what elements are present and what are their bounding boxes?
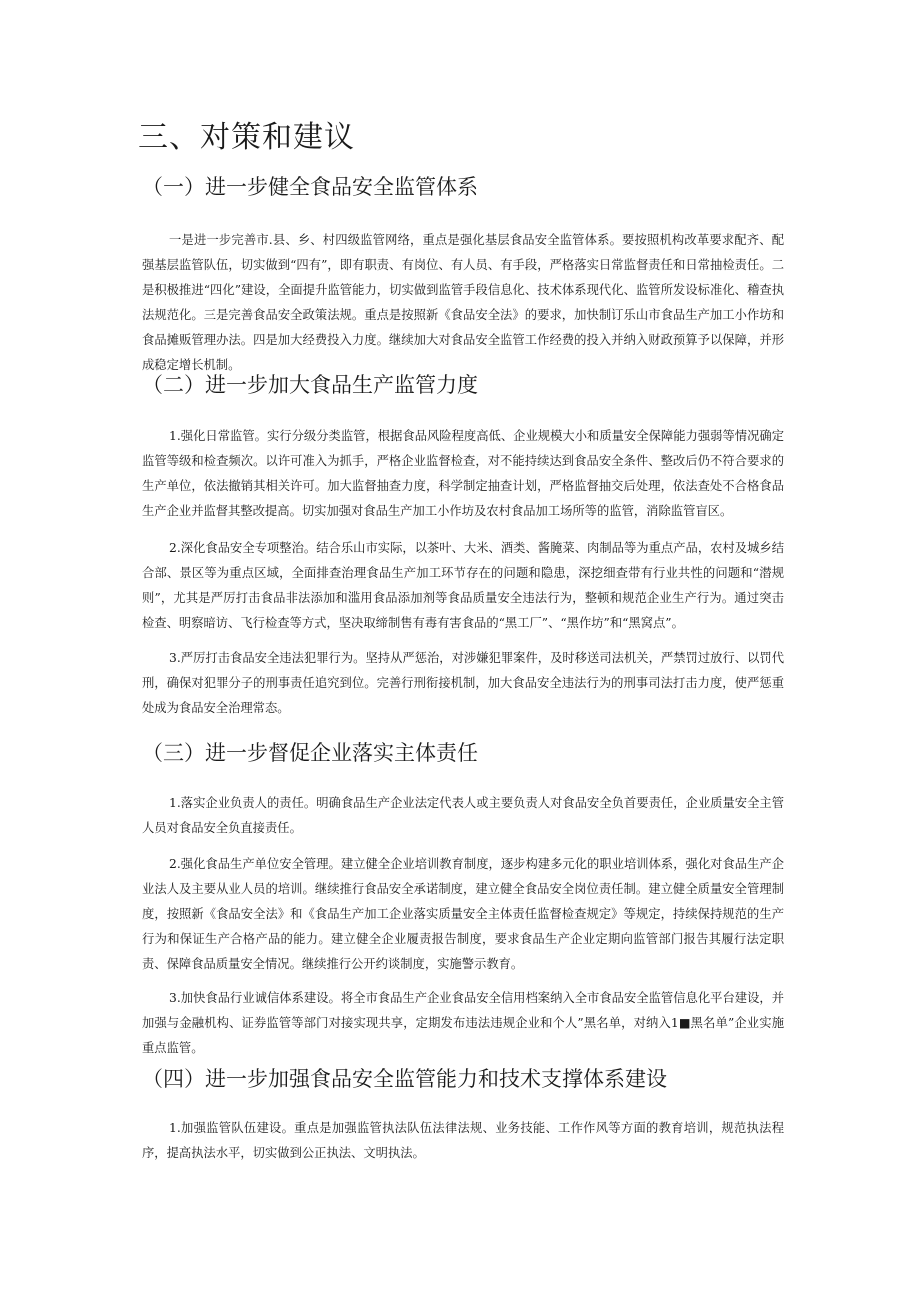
subsection-heading-3: （三）进一步督促企业落实主体责任 <box>142 741 478 765</box>
subsection-heading-1: （一）进一步健全食品安全监管体系 <box>142 175 478 199</box>
section-title: 三、对策和建议 <box>138 120 355 155</box>
paragraph-3-1: 1.落实企业负责人的责任。明确食品生产企业法定代表人或主要负责人对食品安全负首要责任，企业质量安全主管人员对食品安全负直接责任。 <box>142 796 784 835</box>
paragraph-3-2: 2.强化食品生产单位安全管理。建立健全企业培训教育制度，逐步构建多元化的职业培训体系，强化对食品生产企业法人及主要从业人员的培训。继续推行食品安全承诺制度，建立健全食品安全岗位责任制。建立健全质量安全管理制度，按照新《食品安全法》和《食品生产加工企业落实质量安全主体责任监督检查规定》等规定，持续保持规范的生产行为和保证生产合格产品的能力。建立健全企业履责报告制度，要求食品生产企业定期向监管部门报告其履行法定职责、保障食品质量安全情况。继续推行公开约谈制度，实施警示教育。 <box>142 857 784 971</box>
paragraph-1-1: 一是进一步完善市.县、乡、村四级监管网络，重点是强化基层食品安全监管体系。要按照机构改革要求配齐、配强基层监管队伍，切实做到“四有”，即有职责、有岗位、有人员、有手段，严格落实日常监督责任和日常抽检责任。二是积极推进“四化”建设，全面提升监管能力，切实做到监管手段信息化、技术体系现代化、监管所发设标准化、稽查执法规范化。三是完善食品安全政策法规。重点是按照新《食品安全法》的要求，加快制订乐山市食品生产加工小作坊和食品摊贩管理办法。四是加大经费投入力度。继续加大对食品安全监管工作经费的投入并纳入财政预算予以保障，并形成稳定增长机制。 <box>142 233 784 372</box>
subsection-heading-4: （四）进一步加强食品安全监管能力和技术支撑体系建设 <box>142 1067 667 1091</box>
paragraph-2-1: 1.强化日常监管。实行分级分类监管，根据食品风险程度高低、企业规模大小和质量安全保障能力强弱等情况确定监管等级和检查频次。以许可准入为抓手，严格企业监督检查，对不能持续达到食品安全条件、整改后仍不符合要求的生产单位，依法撤销其相关许可。加大监督抽查力度，科学制定抽查计划，严格监督抽交后处理，依法查处不合格食品生产企业并监督其整改提高。切实加强对食品生产加工小作坊及农村食品加工场所等的监管，消除监管盲区。 <box>142 429 784 518</box>
paragraph-2-2: 2.深化食品安全专项整治。结合乐山市实际，以茶叶、大米、酒类、酱腌菜、肉制品等为重点产品，农村及城乡结合部、景区等为重点区域，全面排查治理食品生产加工环节存在的问题和隐患，深挖细查带有行业共性的问题和“潜规则”，尤其是严厉打击食品非法添加和滥用食品添加剂等食品质量安全违法行为，整顿和规范企业生产行为。通过突击检查、明察暗访、飞行检查等方式，坚决取缔制售有毒有害食品的“黑工厂”、“黑作坊”和“黑窝点”。 <box>142 541 784 630</box>
paragraph-3-3: 3.加快食品行业诚信体系建设。将全市食品生产企业食品安全信用档案纳入全市食品安全监管信息化平台建设，并加强与金融机构、证券监管等部门对接实现共享，定期发布违法违规企业和个人”黑名单，对纳入1■黑名单”企业实施重点监管。 <box>142 991 784 1055</box>
subsection-heading-2: （二）进一步加大食品生产监管力度 <box>142 373 478 397</box>
paragraph-2-3: 3.严厉打击食品安全违法犯罪行为。坚持从严惩治，对涉嫌犯罪案件，及时移送司法机关，严禁罚过放行、以罚代刑，确保对犯罪分子的刑事责任追究到位。完善行刑衔接机制，加大食品安全违法行为的刑事司法打击力度，使严惩重处成为食品安全治理常态。 <box>142 651 784 715</box>
paragraph-4-1: 1.加强监管队伍建设。重点是加强监管执法队伍法律法规、业务技能、工作作风等方面的教育培训，规范执法程序，提高执法水平，切实做到公正执法、文明执法。 <box>142 1121 784 1160</box>
